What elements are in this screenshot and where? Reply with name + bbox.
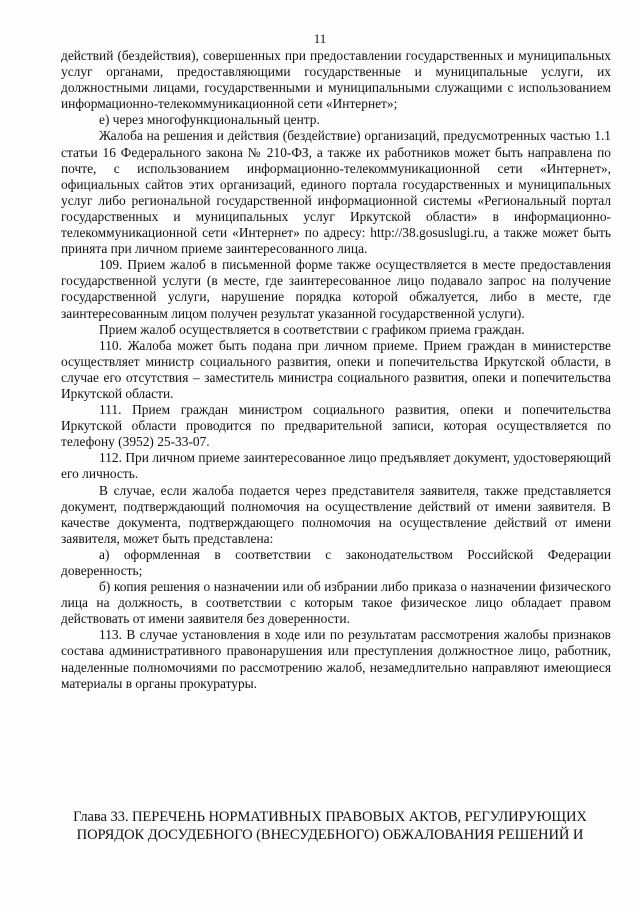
paragraph-representative: В случае, если жалоба подается через представителя заявителя, также представляется документ, подтверждающий полномочия на осуществление действий от имени заявителя. В качестве документа, подтверждающего полномочия на осуществление действий от имени заявителя, может быть представлена: — [61, 482, 611, 546]
paragraph-111: 111. Прием граждан министром социального развития, опеки и попечительства Иркутской области проводится по предварительной записи, которая осуществляется по телефону (3952) 25-33-07. — [61, 402, 611, 450]
paragraph-item-a: а) оформленная в соответствии с законодательством Российской Федерации доверенность; — [61, 546, 611, 578]
paragraph-item-b: б) копия решения о назначении или об избрании либо приказа о назначении физического лица на должность, в соответствии с которым такое физическое лицо обладает правом действовать от имени заявителя без доверенности. — [61, 579, 611, 627]
paragraph-113: 113. В случае установления в ходе или по результатам рассмотрения жалобы признаков состава административного правонарушения или преступления должностное лицо, работник, наделенные полномочиями по рассмотрению жалоб, незамедлительно направляют имеющиеся материалы в органы прокуратуры. — [61, 627, 611, 691]
document-body — [61, 48, 611, 692]
paragraph-112: 112. При личном приеме заинтересованное лицо предъявляет документ, удостоверяющий его личность. — [61, 450, 611, 482]
paragraph-item-e: е) через многофункциональный центр. — [99, 112, 320, 128]
chapter-heading — [40, 808, 620, 844]
page-number: 11 — [313, 31, 327, 46]
paragraph-109: 109. Прием жалоб в письменной форме также осуществляется в месте предоставления государственной услуги (в месте, где заинтересованное лицо подавало запрос на получение государственной услуги, нарушение порядка которой обжалуется, либо в месте, где заинтересованным лицом получен результат указанной государственной услуги). — [61, 257, 611, 321]
chapter-heading-line-1: Глава 33. ПЕРЕЧЕНЬ НОРМАТИВНЫХ ПРАВОВЫХ АКТОВ, РЕГУЛИРУЮЩИХ — [73, 809, 587, 825]
paragraph-continuation: действий (бездействия), совершенных при предоставлении государственных и муниципальных услуг органами, предоставляющими государственные и муниципальные услуги, их должностными лицами, государственными и муниципальными служащими с использованием информационно-телекоммуникационной сети «Интернет»; — [61, 48, 611, 112]
paragraph-schedule: Прием жалоб осуществляется в соответствии с графиком приема граждан. — [99, 321, 525, 337]
paragraph-110: 110. Жалоба может быть подана при личном приеме. Прием граждан в министерстве осуществляет министр социального развития, опеки и попечительства Иркутской области, в случае его отсутствия – заместитель министра социального развития, опеки и попечительства Иркутской области. — [61, 337, 611, 401]
chapter-heading-line-2: ПОРЯДОК ДОСУДЕБНОГО (ВНЕСУДЕБНОГО) ОБЖАЛОВАНИЯ РЕШЕНИЙ И — [76, 827, 584, 843]
paragraph-complaint-organizations: Жалоба на решения и действия (бездействие) организаций, предусмотренных частью 1.1 статьи 16 Федерального закона № 210-ФЗ, а также их работников может быть направлена по почте, с использованием информационно-телекоммуникационной сети «Интернет», официальных сайтов этих организаций, единого портала государственных и муниципальных услуг либо региональной государственной информационной системы «Региональный портал государственных и муниципальных услуг Иркутской области» в информационно-телекоммуникационной сети «Интернет» по адресу: http://38.gosuslugi.ru, а также может быть принята при личном приеме заинтересованного лица. — [61, 128, 611, 257]
